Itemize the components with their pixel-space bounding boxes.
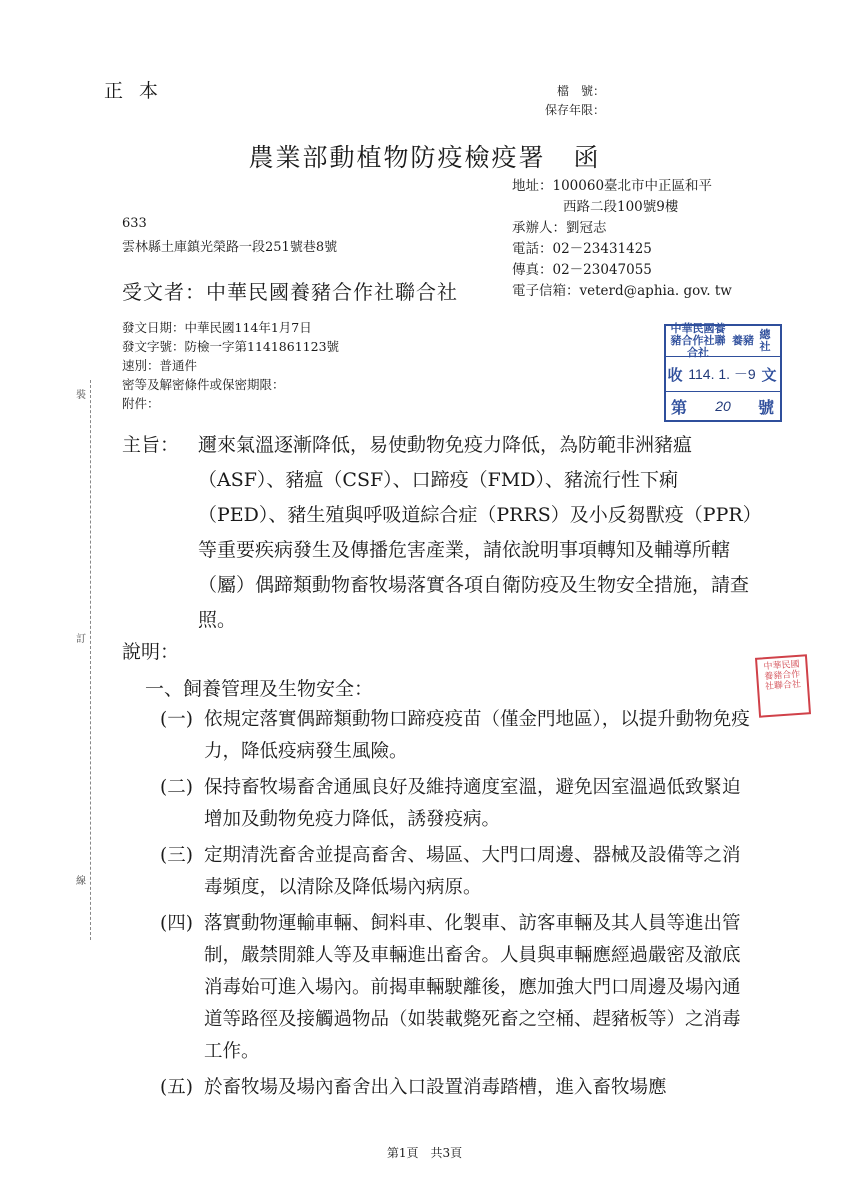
section-1-title: 一、飼養管理及生物安全： [145, 678, 374, 700]
receipt-stamp-col-b: 總社 [759, 329, 771, 353]
recipient: 受文者：中華民國養豬合作社聯合社 [122, 280, 458, 304]
document-number: 發文字號：防檢一字第1141861123號 [122, 339, 340, 354]
file-info [545, 82, 605, 120]
email: 電子信箱：veterd@aphia. gov. tw [512, 283, 732, 299]
list-item [160, 908, 758, 1068]
attachment: 附件： [122, 396, 160, 411]
item-text: 保持畜牧場畜舍通風良好及維持適度室溫，避免因室溫過低致緊迫增加及動物免疫力降低，誘發疫病。 [204, 777, 741, 830]
list-item [160, 840, 758, 904]
item-number: (四) [160, 913, 193, 934]
receipt-stamp-right-char: 文 [761, 366, 777, 384]
list-item [160, 772, 758, 836]
binding-line [90, 380, 91, 940]
explanation-label: 說明： [122, 641, 180, 663]
issue-date: 發文日期：中華民國114年1月7日 [122, 320, 312, 335]
subject-label: 主旨： [122, 434, 180, 456]
receiver-postal-code: 633 [122, 216, 147, 231]
receipt-stamp-left-char: 收 [667, 366, 683, 384]
red-seal-stamp: 中華民國養豬合作社聯合社 [755, 654, 811, 717]
receipt-stamp-number: 20 [715, 398, 731, 414]
handler: 承辦人：劉冠志 [512, 220, 607, 236]
item-number: (二) [160, 777, 193, 798]
margin-mark-ding: 訂 [76, 634, 86, 645]
receipt-stamp-col-a: 養豬 [732, 335, 754, 347]
receipt-stamp-date: 114. 1. －9 [688, 366, 756, 382]
item-text: 定期清洗畜舍並提高畜舍、場區、大門口周邊、器械及設備等之消毒頻度，以清除及降低場內病原。 [204, 845, 741, 898]
margin-mark-zhuang: 裝 [76, 390, 86, 401]
list-item [160, 1072, 758, 1104]
subject-text: 邇來氣溫逐漸降低，易使動物免疫力降低，為防範非洲豬瘟（ASF）、豬瘟（CSF）、口蹄疫（FMD）、豬流行性下痢（PED）、豬生殖與呼吸道綜合症（PRRS）及小反芻獸疫（PPR）等重要疾病發生及傳播危害產業，請依說明事項轉知及輔導所轄（屬）偶蹄類動物畜牧場落實各項自衛防疫及生物安全措施，請查照。 [198, 434, 753, 631]
sender-address-line2: 西路二段100號9樓 [563, 199, 679, 215]
item-text: 於畜牧場及場內畜舍出入口設置消毒踏槽，進入畜牧場應 [204, 1077, 667, 1098]
document-meta [122, 318, 339, 413]
receipt-stamp-suffix: 號 [757, 399, 774, 417]
receiver-address: 雲林縣土庫鎮光榮路一段251號巷8號 [122, 240, 338, 255]
sender-contact-block [512, 176, 732, 302]
fax: 傳真：02－23047055 [512, 262, 652, 278]
receipt-stamp-org: 中華民國養豬合作社聯合社 [670, 323, 726, 359]
item-text: 依規定落實偶蹄類動物口蹄疫疫苗（僅金門地區），以提升動物免疫力，降低疫病發生風險。 [204, 709, 750, 762]
sender-address-line1: 地址：100060臺北市中正區和平 [512, 178, 713, 194]
copy-mark: 正本 [104, 80, 175, 102]
phone: 電話：02－23431425 [512, 241, 652, 257]
page-number: 第1頁 [386, 1146, 419, 1160]
list-item [160, 704, 758, 768]
agency-name: 農業部動植物防疫檢疫署 [248, 143, 546, 172]
subject [122, 428, 758, 638]
delivery-speed: 速別：普通件 [122, 358, 198, 373]
file-number-label: 檔 號： [557, 84, 606, 98]
document-kind: 函 [573, 143, 601, 172]
item-text: 落實動物運輸車輛、飼料車、化製車、訪客車輛及其人員等進出管制，嚴禁閒雜人等及車輛進出畜舍。人員與車輛應經過嚴密及澈底消毒始可進入場內。前揭車輛駛離後，應加強大門口周邊及場內通道等路徑及接觸過物品（如裝載斃死畜之空桶、趕豬板等）之消毒工作。 [204, 913, 741, 1062]
item-number: (五) [160, 1077, 193, 1098]
page-total: 共3頁 [430, 1146, 463, 1160]
item-number: (三) [160, 845, 193, 866]
receipt-stamp-prefix: 第 [670, 399, 687, 417]
margin-mark-xian: 線 [76, 876, 86, 887]
retention-label: 保存年限： [545, 103, 606, 117]
item-number: (一) [160, 709, 193, 730]
document-title [0, 138, 849, 174]
receipt-stamp [664, 324, 782, 422]
section-1-items [160, 704, 758, 1108]
page-footer [0, 1144, 849, 1161]
secrecy-level: 密等及解密條件或保密期限： [122, 377, 285, 392]
